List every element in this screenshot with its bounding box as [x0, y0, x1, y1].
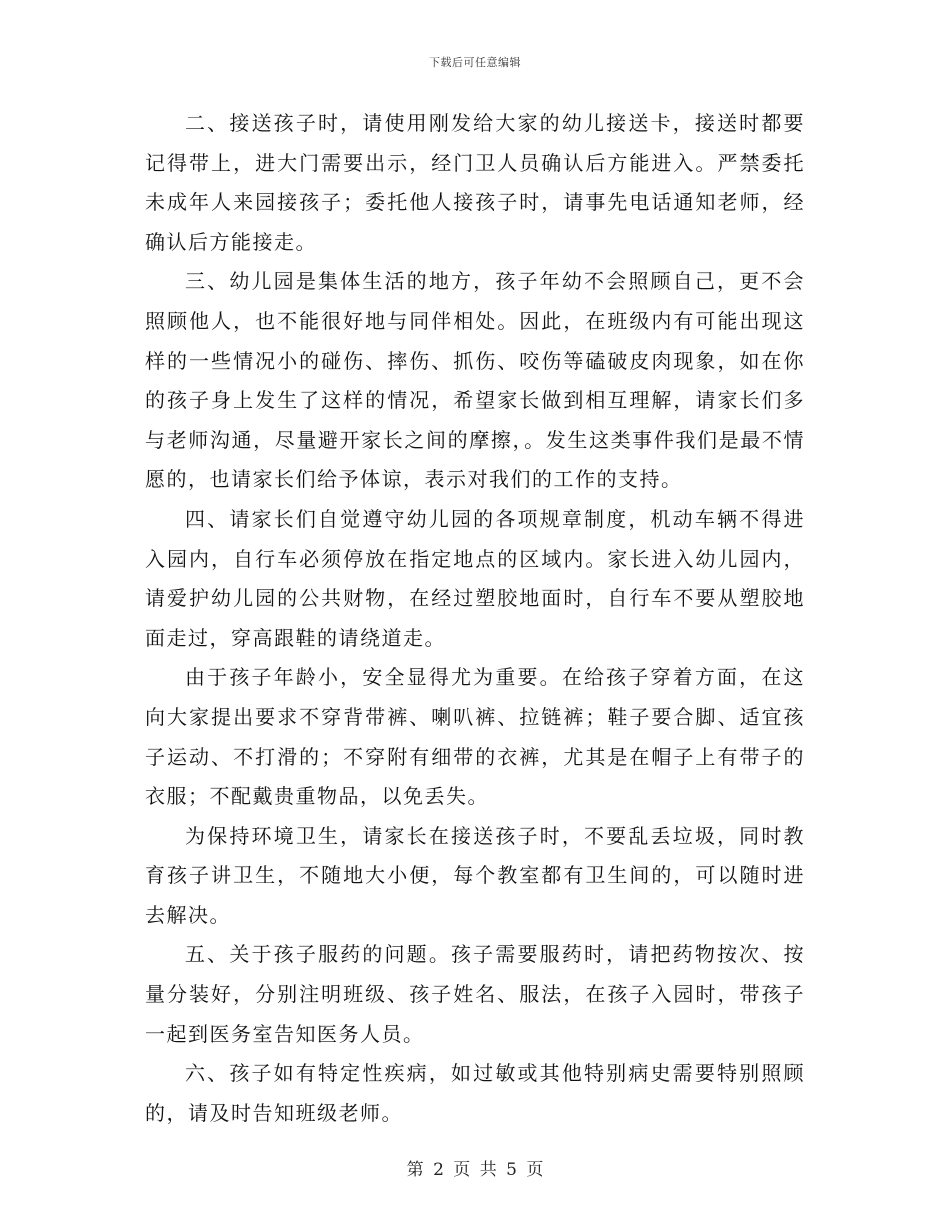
paragraph-clothing-safety: 由于孩子年龄小，安全显得尤为重要。在给孩子穿着方面，在这向大家提出要求不穿背带裤、喇叭裤、拉链裤；鞋子要合脚、适宜孩子运动、不打滑的；不穿附有细带的衣裤，尤其是在帽子上有带子的衣服；不配戴贵重物品，以免丢失。: [145, 665, 805, 809]
page-number: 第 2 页 共 5 页: [406, 1160, 544, 1180]
paragraph-special-illness: 六、孩子如有特定性疾病，如过敏或其他特别病史需要特别照顾的，请及时告知班级老师。: [145, 1061, 805, 1125]
page-header: 下载后可任意编辑: [429, 56, 521, 69]
paragraph-rules-vehicles: 四、请家长们自觉遵守幼儿园的各项规章制度，机动车辆不得进入园内，自行车必须停放在指定地点的区域内。家长进入幼儿园内，请爱护幼儿园的公共财物，在经过塑胶地面时，自行车不要从塑胶地面走过，穿高跟鞋的请绕道走。: [145, 506, 805, 650]
paragraph-pickup-card: 二、接送孩子时，请使用刚发给大家的幼儿接送卡，接送时都要记得带上，进大门需要出示，经门卫人员确认后方能进入。严禁委托未成年人来园接孩子；委托他人接孩子时，请事先电话通知老师，经确认后方能接走。: [145, 111, 805, 254]
paragraph-hygiene: 为保持环境卫生，请家长在接送孩子时，不要乱丢垃圾，同时教育孩子讲卫生，不随地大小便，每个教室都有卫生间的，可以随时进去解决。: [145, 823, 805, 927]
document-body: [145, 104, 805, 1133]
paragraph-medication: 五、关于孩子服药的问题。孩子需要服药时，请把药物按次、按量分装好，分别注明班级、孩子姓名、服法，在孩子入园时，带孩子一起到医务室告知医务人员。: [145, 942, 805, 1046]
paragraph-collective-life: 三、幼儿园是集体生活的地方，孩子年幼不会照顾自己，更不会照顾他人，也不能很好地与同伴相处。因此，在班级内有可能出现这样的一些情况小的碰伤、摔伤、抓伤、咬伤等磕破皮肉现象，如在你的孩子身上发生了这样的情况，希望家长做到相互理解，请家长们多与老师沟通，尽量避开家长之间的摩擦，。发生这类事件我们是最不情愿的，也请家长们给予体谅，表示对我们的工作的支持。: [145, 269, 805, 492]
